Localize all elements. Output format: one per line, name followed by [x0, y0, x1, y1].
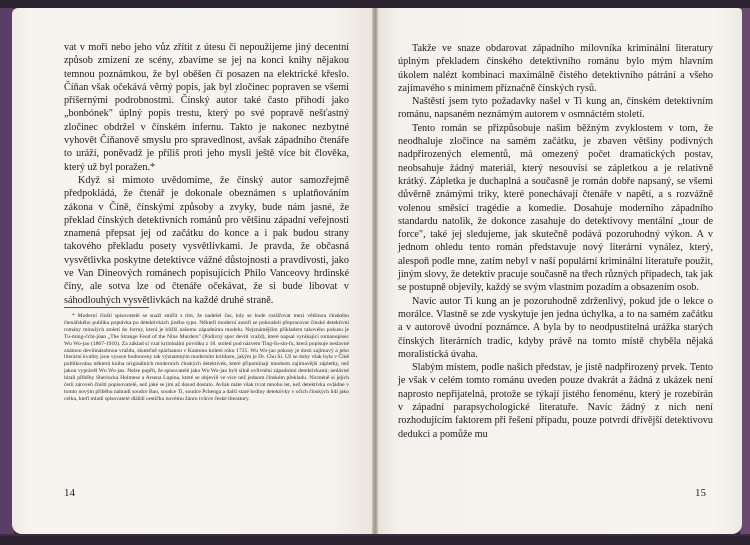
right-paragraph-1: Takže ve snaze obdarovat západního milovníka kriminální literatury úplným překladem čínského detektivního románu bylo mým hlavním úkolem nalézt kombinaci maximálně čistého detektivního pátrání a všeho zajímavého s minimem příznačně čínských rysů.	[398, 43, 713, 94]
book-gutter	[372, 8, 378, 534]
page-number-right: 15	[695, 487, 706, 499]
footnote-divider	[64, 307, 149, 308]
right-paragraph-5: Slabým místem, podle našich představ, je jistě nadpřirozený prvek. Tento je však v celém tomto románu uveden pouze dvakrát a žádná z ukázek není naprosto nepřijatelná, protože se týkají jistého fenoménu, který je rozebírán v západní parapsychologické literatuře. Navíc žádný z nich není rozhodujícím faktorem při řešení případu, pouze potvrdí dřívější detektivovu dedukci a pomůže mu	[398, 362, 713, 440]
footnote	[64, 313, 349, 403]
right-page-body	[398, 42, 713, 441]
right-paragraph-2: Naštěstí jsem tyto požadavky našel v Ti kung an, čínském detektivním románu, napsaném neznámým autorem v osmnáctém století.	[398, 96, 713, 121]
footnote-text: * Moderní čínští spisovatelé se snaží smířit s tím, že nadešel čas, kdy se bude rozšiřovat mezi většinou čínského čtenářského publika poptávka po detektivkách jiného typu. Někteří moderní autoři se pokoušeli přepracovat čínské detektivní romány minulých století do formy, která je bližší našemu západnímu modelu. Nejznámějším příkladem takového pokusu je Tu-ming-čchi-jüan „The Strange Feud of the Nine Murders" (Podivný spor devíti vražd), které napsal vynikající romanopisec Wu Wo-jao (1867-1910). Za základ si vzal kriminální povídku z 18. století pod názvem Ting-fu-sin-fu, která popisuje neslavné známou devítinásobnou vraždu, skutečně spáchanou v Kantonu kolem roku 1725. Wu Wo-jao pokusy je dosti zajímavý a jeho literární kvality jsou vysoce hodnoceny tak významným moderním kritikem, jakým je Dr. Chu Si. Už se doby však byla v Číně publikována některá kniha originálních moderních čínských detektivek, které připomínají mnohem zajímavější zápletky, než jakou vyprávěl Wu Wo-jao. Nelze popřít, že spisovatelé jako Wu Wo-jao byli silně ovlivněni západními detektivkami; nedávné hitali příběhy Sherlocka Holmese a Arsena Lupina, které se objevili ve více než jednom čínském překladu. Nicméně si jejich četli zároveň čínští popisovatelé, než jaké se jim až dosud dostalo. Avšak máte však tvrat mnoho let, než detektivka ovládne v tomto novým příběhu nahradí soudce Bao, soudce Ti, soudce Pchenga a další staré hrdiny detektivky v očích čínských lidí jako celku, kteří mladí spisovatelé dláždí cestičku novému žánru tvůrce české literatury.	[64, 313, 349, 402]
left-paragraph-2: Když si mimoto uvědomíme, že čínský autor samozřejmě předpokládá, že čtenář je dokonale obeznámen s uplatňováním zákona v Číně, čínskými způsoby a zvyky, bude nám jasné, že překlad čínských detektivních románů pro většinu západní veřejnosti znamená přepsat jej od začátku do konce a i pak budou strany takového překladu posety vysvětlivkami. Je pravda, že občasná vysvětlivka poskytne detektivce vážné důstojnosti a pravdivosti, jako ve Van Dineových románech popisujících Philo Vanceovy hrdinské činy, ale sotva lze od čtenáře očekávat, že si bude libovat v sáhodlouhých vysvětlivkách na každé druhé straně.	[64, 174, 349, 306]
page-number-left: 14	[64, 487, 75, 499]
left-paragraph-1: vat v moři nebo jeho vůz zřítit z útesu či nepoužijeme jiný decentní způsob zmizení ze scény, zbavíme se jej na konci knihy nějakou temnou poznámkou, že byl oběšen či posazen na elektrické křeslo. Číňan však očekává věrný popis, jak byl zločinec popraven se všemi příšernými podrobnostmi. Čínský autor také často přihodí jako „bonbónek" úplný popis trestu, který po své popravě nešťastný zločinec obdržel v čínském infernu. Takto je nakonec nezbytné vyhovět Číňanově smyslu pro spravedlnost, avšak západního čtenáře to uráží, poněvadž je příliš proti jeho mysli ještě více bít člověka, který už byl poražen.*	[64, 42, 349, 173]
right-paragraph-3: Tento román se přizpůsobuje našim běžným zvyklostem v tom, že neodhaluje zločince na samém začátku, je zbaven většiny podivných nadpřirozených elementů, má omezený počet dramatických postav, neobsahuje žádný materiál, který nesouvisí se zápletkou a je relativně krátký. Zápletka je duchaplná a současně je román dobře napsaný, se všemi důvěrně známými triky, které ponechávají čtenáře v napětí, a s rozvážně volenou směsicí tragédie a komedie. Dosahuje moderního západního standardu natolik, že dokonce zasahuje do detektivovy mentální „tour de force", také jej sledujeme, jak skutečně podává pozoruhodný výkon. A v jednom ohledu tento román představuje nový literární vynález, který, alespoň podle mne, zatím nebyl v naší populární kriminální literatuře použit, jiným slovy, že detektiv pracuje současně na třech různých případech, tak jak se postupně objevily, každý se svým vlastním pozadím a obsazením osob.	[398, 122, 713, 294]
book-cover-top-edge	[0, 0, 750, 8]
right-paragraph-4: Navíc autor Ti kung an je pozoruhodně zdrženlivý, pokud jde o lekce o morálce. Vlastně se zde vyskytuje jen jedna úchylka, a to na samém začátku a v autorově úvodní poznámce. A byla by to neodpustitelná urážka starých čínských literárních tradic, kdyby právě na tomto místě chyběla nějaká moralistická úvaha.	[398, 295, 713, 360]
book-cover-bottom-edge	[0, 536, 750, 545]
left-page-body	[64, 41, 349, 307]
